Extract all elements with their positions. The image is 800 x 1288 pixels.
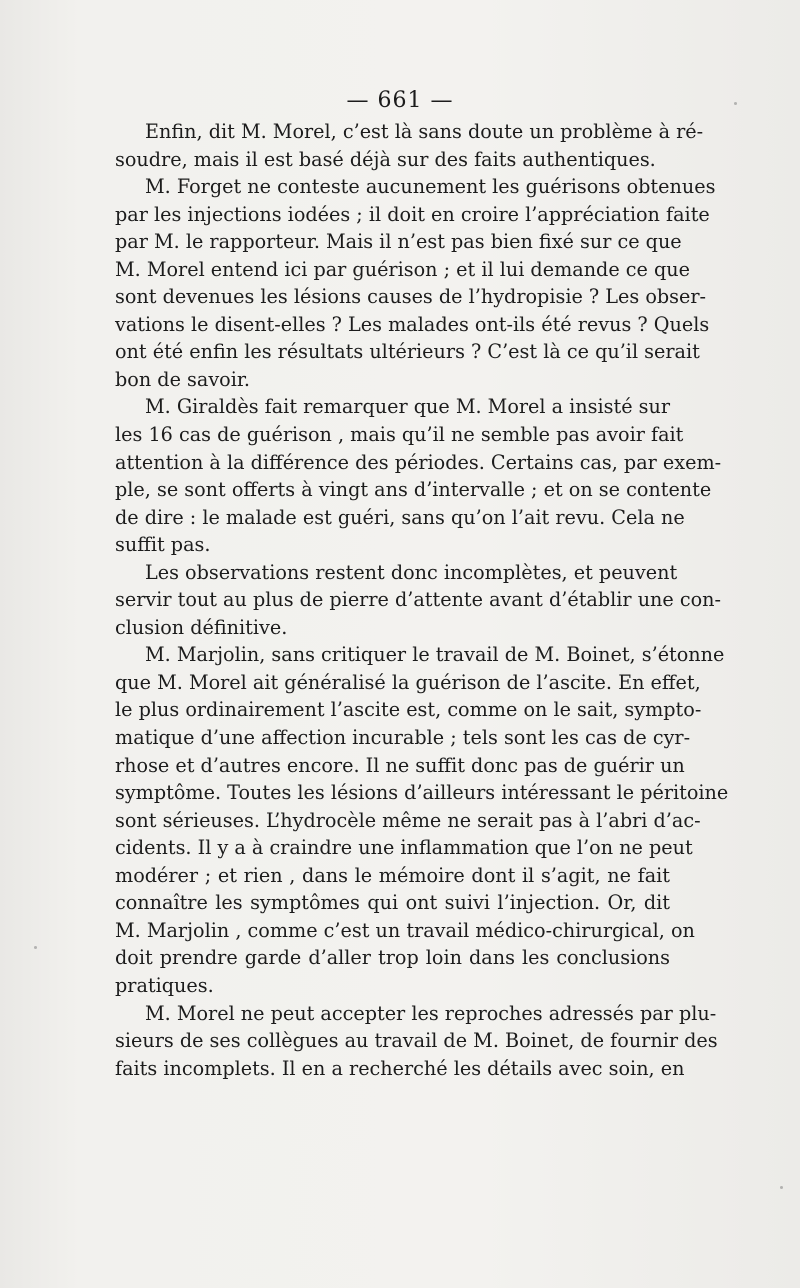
text-line: ont été enfin les résultats ultérieurs ? C’est là ce qu’il serait [115, 340, 700, 364]
text-line: servir tout au plus de pierre d’attente avant d’établir une con- [115, 588, 722, 612]
paper-speck [34, 946, 37, 949]
text-line: cidents. Il y a à craindre une inflammation que l’on ne peut [115, 836, 693, 860]
text-line: que M. Morel ait généralisé la guérison de l’ascite. En effet, [115, 670, 701, 694]
text-line: matique d’une affection incurable ; tels sont les cas de cyr- [115, 726, 691, 750]
text-line: sont sérieuses. L’hydrocèle même ne serait pas à l’abri d’ac- [115, 808, 701, 832]
text-line: M. Morel entend ici par guérison ; et il lui demande ce que [115, 257, 690, 281]
text-line: M. Marjolin , comme c’est un travail médico-chirurgical, on [115, 918, 695, 942]
text-line: les 16 cas de guérison , mais qu’il ne semble pas avoir fait [115, 423, 684, 447]
text-line: ple, se sont offerts à vingt ans d’intervalle ; et on se contente [115, 478, 712, 502]
text-line: faits incomplets. Il en a recherché les détails avec soin, en [115, 1056, 685, 1080]
text-line: le plus ordinairement l’ascite est, comme on le sait, sympto- [115, 698, 702, 722]
text-line: doit prendre garde d’aller trop loin dans les conclusions [115, 946, 670, 970]
text-line: clusion définitive. [115, 615, 288, 639]
page-number: — 661 — [346, 88, 454, 113]
text-line: rhose et d’autres encore. Il ne suffit donc pas de guérir un [115, 753, 685, 777]
text-line: par M. le rapporteur. Mais il n’est pas bien fixé sur ce que [115, 230, 682, 254]
text-line: M. Giraldès fait remarquer que M. Morel a insisté sur [145, 395, 671, 419]
body-text [115, 118, 729, 1082]
text-line: suffit pas. [115, 533, 211, 557]
text-line: sieurs de ses collègues au travail de M. Boinet, de fournir des [115, 1029, 718, 1053]
text-line: connaître les symptômes qui ont suivi l’injection. Or, dit [115, 891, 670, 915]
paper-speck [734, 102, 737, 105]
text-line: M. Forget ne conteste aucunement les guérisons obtenues [145, 175, 716, 199]
text-line: vations le disent-elles ? Les malades ont-ils été revus ? Quels [115, 312, 710, 336]
text-line: attention à la différence des périodes. Certains cas, par exem- [115, 450, 722, 474]
text-line: de dire : le malade est guéri, sans qu’on l’ait revu. Cela ne [115, 505, 685, 529]
text-line: soudre, mais il est basé déjà sur des faits authentiques. [115, 147, 656, 171]
text-line: par les injections iodées ; il doit en croire l’appréciation faite [115, 202, 710, 226]
text-line: M. Marjolin, sans critiquer le travail de M. Boinet, s’étonne [145, 643, 725, 667]
text-line: Les observations restent donc incomplètes, et peuvent [145, 560, 678, 584]
paper-speck [780, 1186, 783, 1189]
text-line: Enfin, dit M. Morel, c’est là sans doute un problème à ré- [145, 120, 704, 143]
text-line: bon de savoir. [115, 367, 251, 391]
text-line: modérer ; et rien , dans le mémoire dont il s’agit, ne fait [115, 863, 670, 887]
text-line: pratiques. [115, 973, 214, 997]
text-line: sont devenues les lésions causes de l’hydropisie ? Les obser- [115, 285, 707, 309]
text-line: M. Morel ne peut accepter les reproches adressés par plu- [145, 1001, 717, 1025]
text-line: symptôme. Toutes les lésions d’ailleurs intéressant le péritoine [115, 781, 729, 805]
